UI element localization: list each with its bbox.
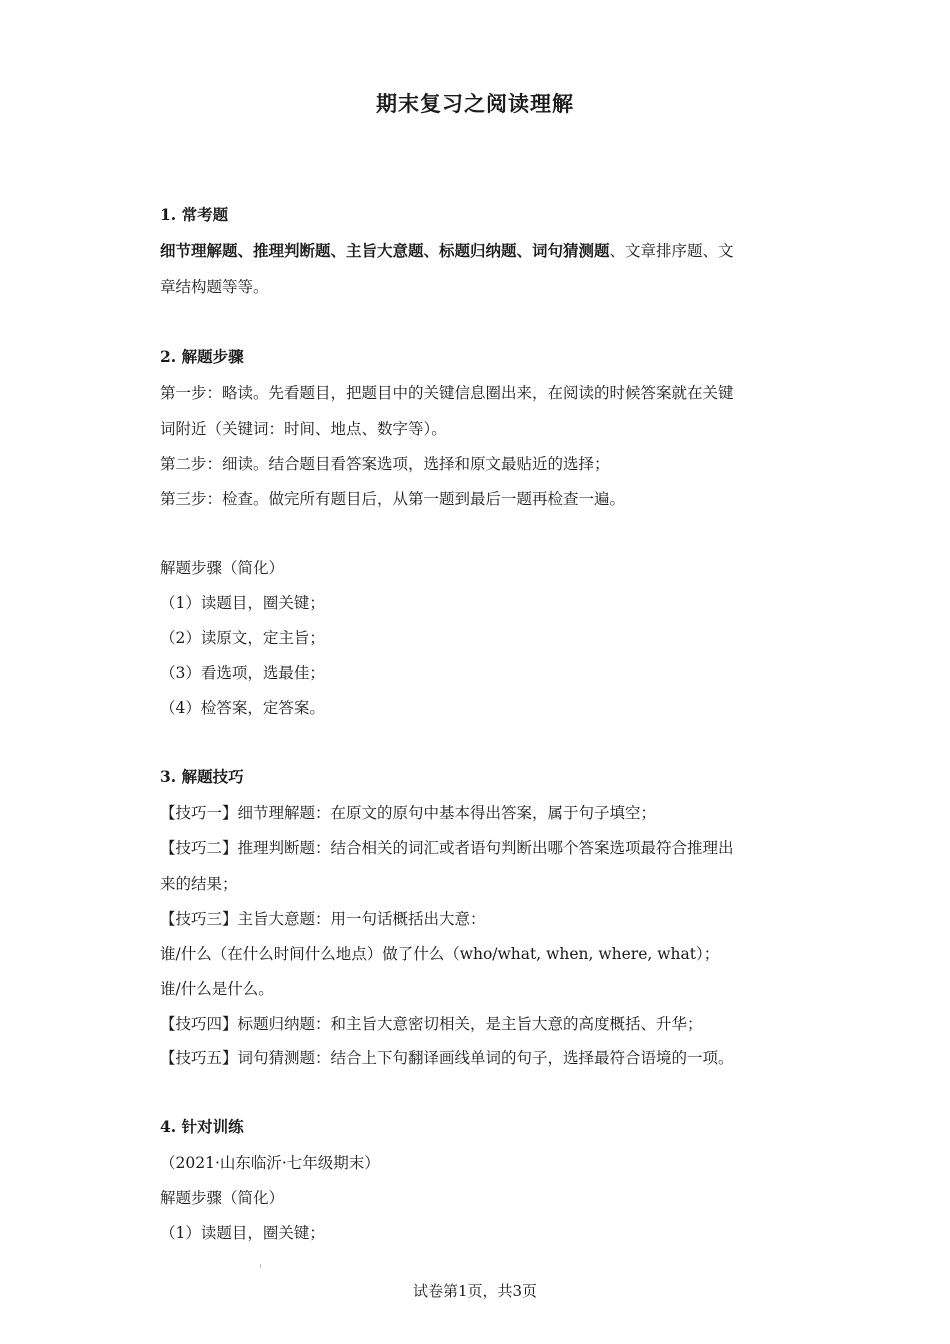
page-title: 期末复习之阅读理解 — [376, 91, 574, 116]
step-line: 第一步：略读。先看题目，把题目中的关键信息圈出来，在阅读的时候答案就在关键 — [160, 384, 734, 402]
page-footer: 试卷第1页，共3页 — [412, 1282, 538, 1300]
training-line: （2021·山东临沂·七年级期末） — [160, 1154, 380, 1172]
training-line: 解题步骤（简化） — [160, 1189, 285, 1207]
section-4-heading: 4. 针对训练 — [160, 1117, 244, 1136]
training-line: （1）读题目，圈关键； — [160, 1224, 325, 1242]
simple-step: （2）读原文，定主旨； — [160, 629, 325, 647]
scan-mark — [260, 1264, 261, 1268]
step-line: 第三步：检查。做完所有题目后，从第一题到最后一题再检查一遍。 — [160, 490, 626, 508]
question-types-bold: 细节理解题、推理判断题、主旨大意题、标题归纳题、词句猜测题 — [160, 241, 610, 260]
tip-line: 谁/什么（在什么时间什么地点）做了什么（who/what, when, where, what）； — [160, 945, 720, 963]
section-2-heading: 2. 解题步骤 — [160, 347, 244, 366]
tip-line: 【技巧二】推理判断题：结合相关的词汇或者语句判断出哪个答案选项最符合推理出 — [160, 839, 734, 857]
section-1-line-2: 章结构题等等。 — [160, 278, 269, 296]
simple-step: （4）检答案，定答案。 — [160, 699, 325, 717]
tip-line: 【技巧五】词句猜测题：结合上下句翻译画线单词的句子，选择最符合语境的一项。 — [160, 1049, 734, 1067]
section-3-heading: 3. 解题技巧 — [160, 767, 244, 786]
question-types-rest: 、文章排序题、文 — [609, 242, 734, 260]
step-line: 第二步：细读。结合题目看答案选项，选择和原文最贴近的选择； — [160, 455, 610, 473]
step-line: 词附近（关键词：时间、地点、数字等）。 — [160, 420, 447, 438]
tip-line: 【技巧三】主旨大意题：用一句话概括出大意： — [160, 910, 486, 928]
section-1-paragraph — [160, 239, 800, 261]
simple-step: （1）读题目，圈关键； — [160, 594, 325, 612]
simple-step: （3）看选项，选最佳； — [160, 664, 325, 682]
section-1-heading: 1. 常考题 — [160, 205, 229, 224]
tip-line: 来的结果； — [160, 875, 238, 893]
tip-line: 【技巧四】标题归纳题：和主旨大意密切相关，是主旨大意的高度概括、升华； — [160, 1015, 703, 1033]
simple-steps-title: 解题步骤（简化） — [160, 559, 285, 577]
tip-line: 谁/什么是什么。 — [160, 980, 274, 998]
tip-line: 【技巧一】细节理解题：在原文的原句中基本得出答案，属于句子填空； — [160, 804, 657, 822]
